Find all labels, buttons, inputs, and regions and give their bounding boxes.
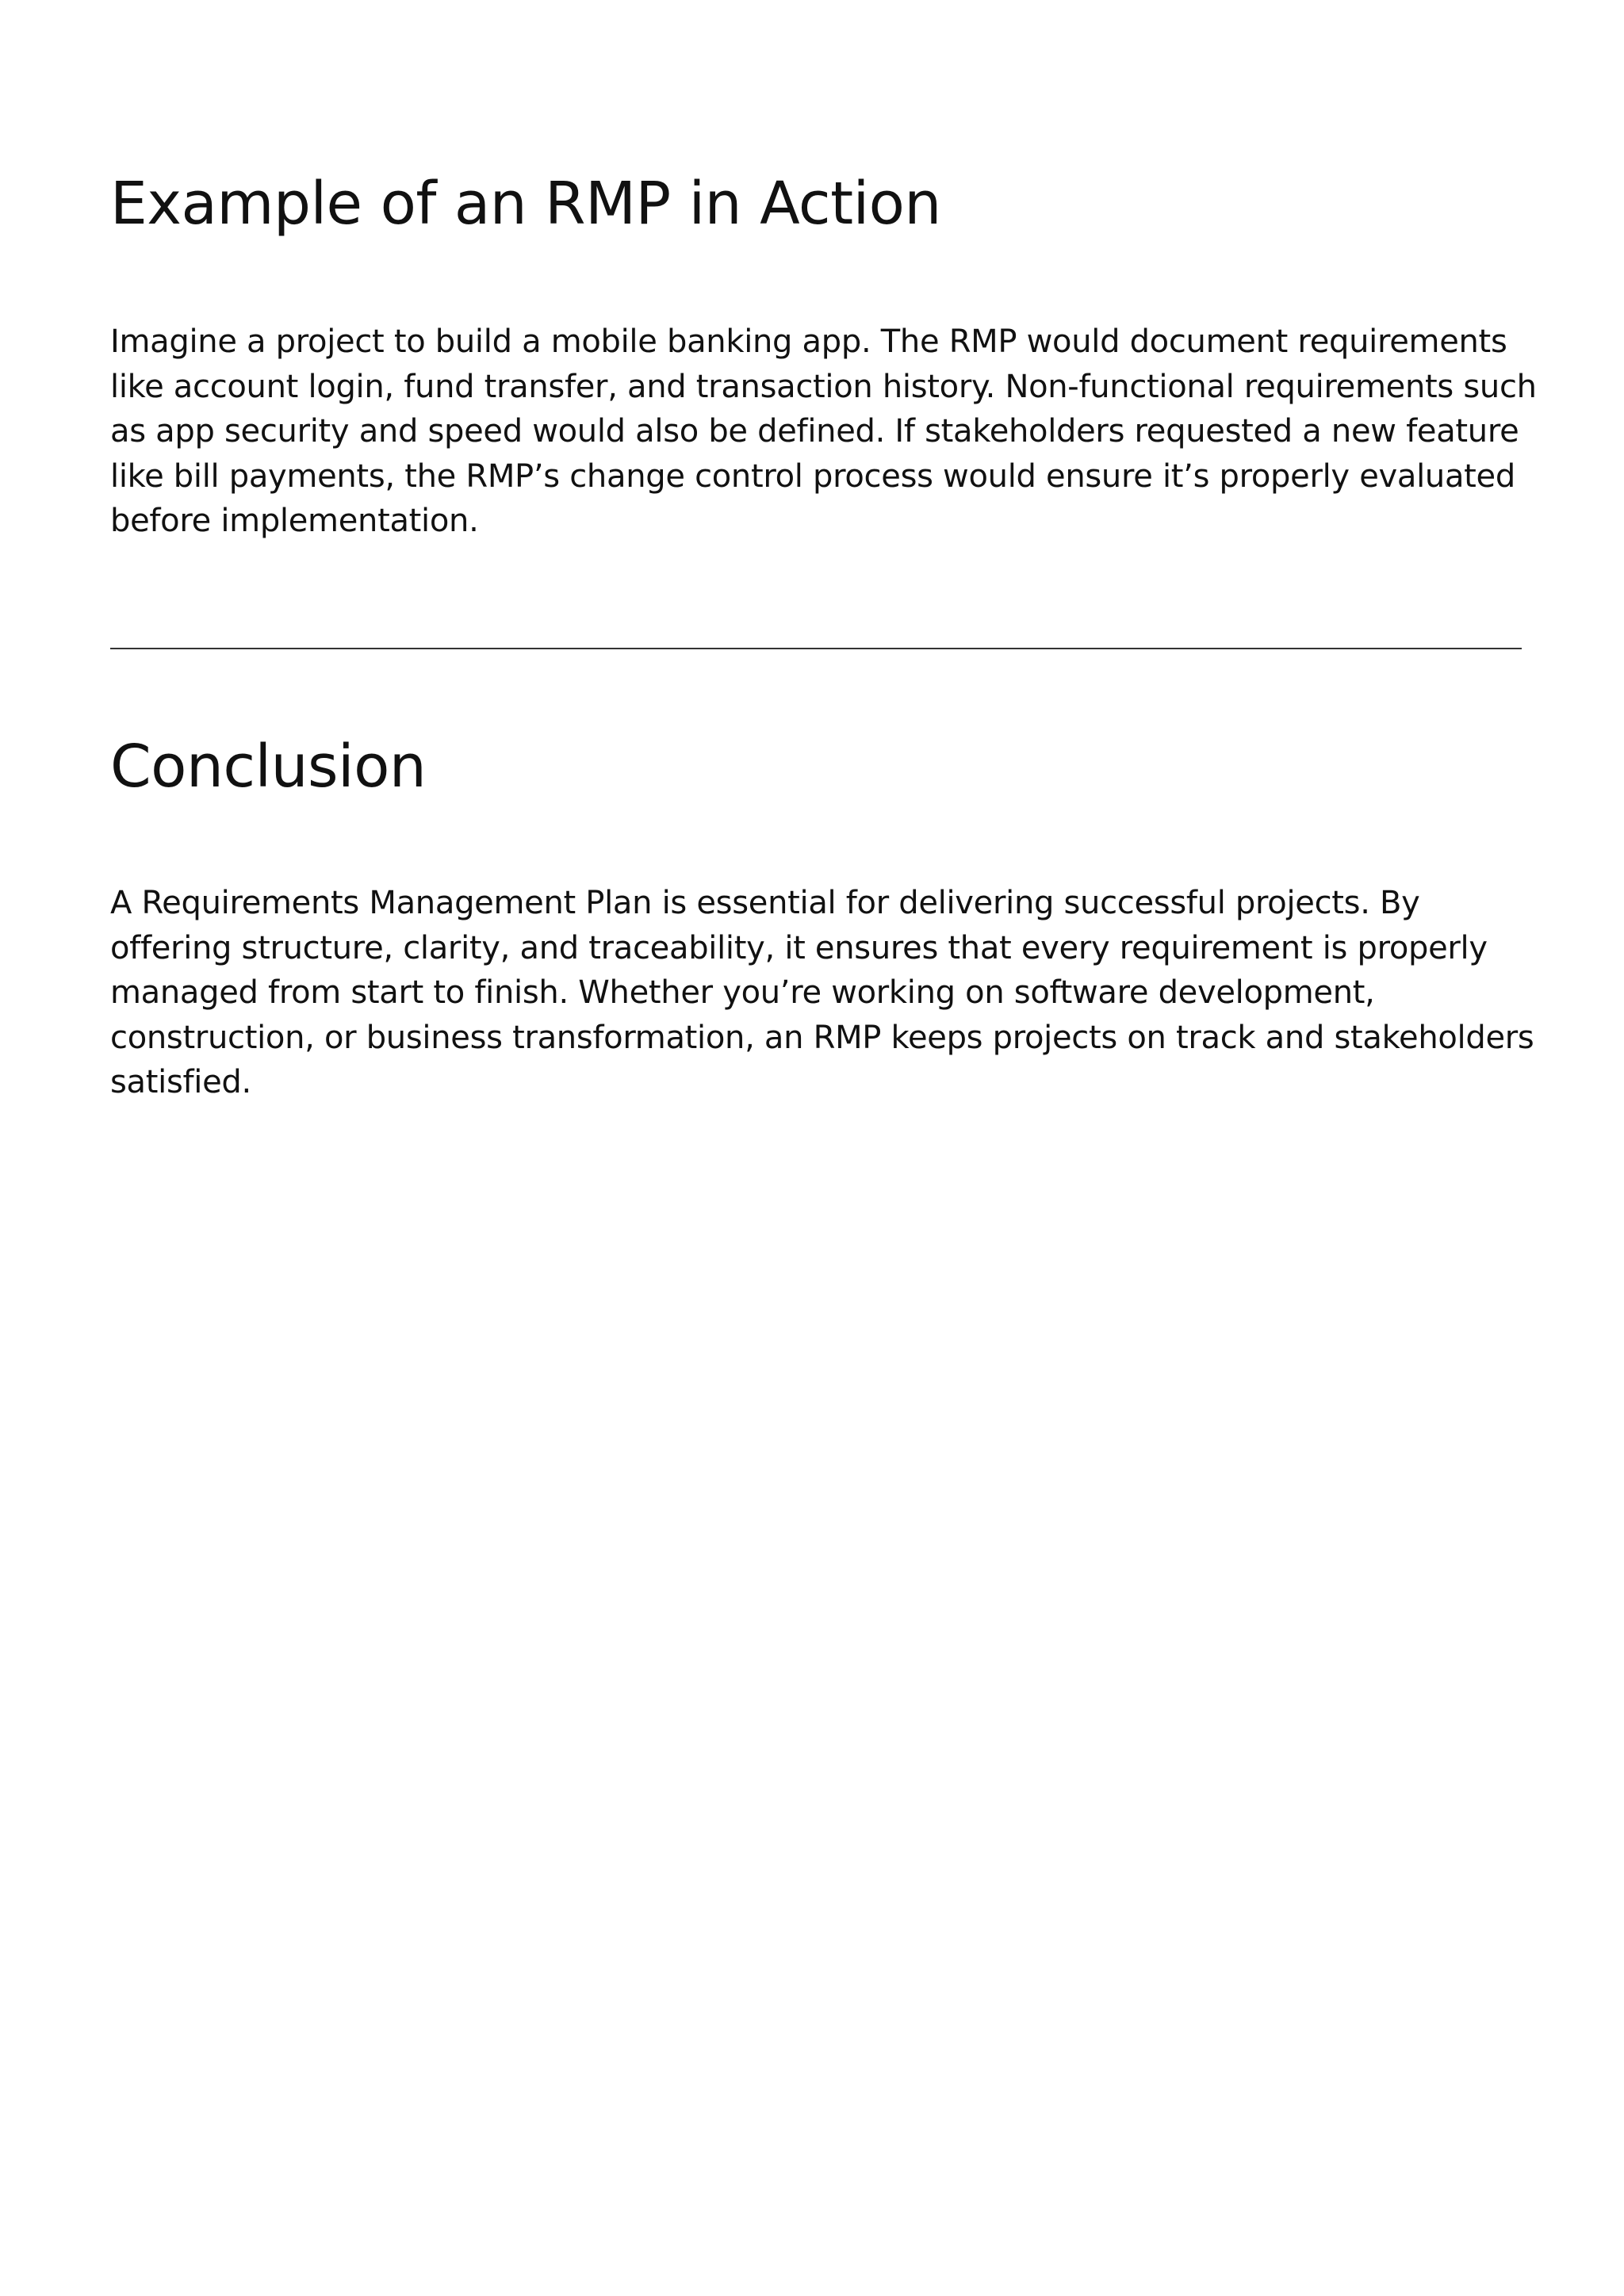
paragraph-line: as app security and speed would also be defined. If stakeholders requested a new feature — [110, 413, 1519, 450]
paragraph-line: offering structure, clarity, and traceability, it ensures that every requirement is properly — [110, 929, 1488, 966]
section-heading-example: Example of an RMP in Action — [110, 170, 941, 238]
paragraph-line: managed from start to finish. Whether you’re working on software development, — [110, 974, 1375, 1011]
paragraph-line: A Requirements Management Plan is essential for delivering successful projects. By — [110, 885, 1420, 921]
paragraph-line: like bill payments, the RMP’s change control process would ensure it’s properly evaluated — [110, 457, 1515, 495]
paragraph-line: satisfied. — [110, 1064, 251, 1100]
section-heading-conclusion: Conclusion — [110, 733, 427, 801]
paragraph-line: Imagine a project to build a mobile banking app. The RMP would document requirements — [110, 323, 1507, 360]
paragraph-line: construction, or business transformation, an RMP keeps projects on track and stakeholders — [110, 1019, 1534, 1056]
section-paragraph-example — [110, 320, 1537, 544]
horizontal-divider — [110, 648, 1522, 649]
paragraph-line: like account login, fund transfer, and transaction history. Non-functional requirements such — [110, 368, 1537, 405]
section-paragraph-conclusion — [110, 881, 1534, 1105]
paragraph-line: before implementation. — [110, 503, 479, 539]
